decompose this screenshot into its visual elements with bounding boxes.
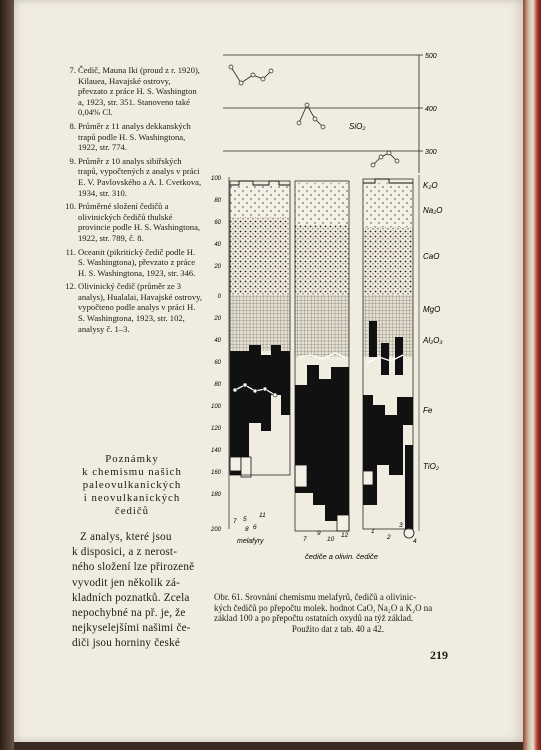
cao-band — [295, 225, 349, 295]
tio2-box — [230, 457, 241, 471]
section-title — [62, 453, 202, 518]
sio2-point — [239, 81, 243, 85]
sample-number: 6 — [253, 524, 257, 531]
percent-axis — [210, 176, 229, 533]
sample-number: 4 — [413, 538, 417, 545]
k2o-band — [295, 183, 349, 195]
reference-item — [62, 201, 202, 243]
figure-caption — [214, 592, 462, 634]
percent-tick: 0 — [217, 294, 221, 300]
sample-number: 10 — [327, 536, 335, 543]
na2o-band — [363, 193, 413, 227]
sample-number: 1 — [371, 528, 375, 535]
reference-item — [62, 281, 202, 334]
body-line: vyvodit jen několik zá- — [72, 576, 181, 589]
percent-tick: 80 — [214, 382, 221, 388]
al2o3-point — [263, 387, 267, 391]
reference-number: 9. — [69, 155, 76, 166]
sio2-curve-olivin — [373, 153, 397, 165]
reference-number: 8. — [69, 120, 76, 131]
reference-text: Průměr z 10 analys sibiřských trapů, vypočtených z analys v práci E. V. Pavlovského a A. I. Cvetkova, 1934, str. 310. — [78, 155, 202, 198]
label-na2o: Na₂O — [423, 206, 443, 215]
mgo-band — [230, 295, 290, 351]
percent-tick: 80 — [214, 198, 221, 204]
al2o3-point — [273, 393, 277, 397]
label-mgo: MgO — [423, 305, 441, 314]
percent-tick: 60 — [214, 220, 221, 226]
section-title-line: Poznámky — [105, 453, 159, 465]
section-title-line: k chemismu našich — [82, 466, 182, 478]
sio2-point — [387, 151, 391, 155]
na2o-band — [295, 195, 349, 225]
reference-number: 10. — [65, 201, 76, 212]
sio2-label: SiO₂ — [349, 122, 366, 131]
reference-text: Oceanit (pikritický čedič podle H. S. Washingtona), převzato z práce H. S. Washingtona, 1923, str. 346. — [78, 246, 196, 278]
sio2-tick-300: 300 — [425, 149, 437, 156]
page-number: 219 — [430, 648, 448, 662]
reference-text: Čedič, Mauna Iki (proud z r. 1920), Kilauea, Havajské ostrovy, převzato z práce H. S. Washington a, 1923, str. 351. Stanoveno také 0,04% Cl. — [78, 65, 200, 118]
percent-tick: 60 — [214, 360, 221, 366]
percent-tick: 20 — [214, 264, 221, 270]
al2o3-point — [233, 388, 237, 392]
label-fe: Fe — [423, 406, 433, 415]
section-title-line: paleovulkanických — [82, 479, 182, 491]
label-cao: CaO — [423, 252, 440, 261]
label-k2o: K₂O — [423, 181, 438, 190]
column-cedice — [295, 181, 349, 531]
percent-tick: 100 — [210, 176, 221, 182]
percent-tick: 40 — [214, 338, 221, 344]
fe-band-tail — [405, 445, 413, 535]
sio2-point — [321, 125, 325, 129]
cao-band — [363, 227, 413, 295]
body-line: diči jsou horniny české — [72, 637, 181, 650]
section-title-line: čedičů — [114, 505, 150, 517]
tio2-box — [295, 465, 307, 487]
reference-list — [62, 65, 202, 337]
book-edge — [523, 0, 541, 750]
sio2-point — [251, 73, 255, 77]
sio2-point — [305, 103, 309, 107]
reference-item — [62, 65, 202, 118]
sample-number: 7 — [233, 518, 237, 525]
reference-item — [62, 156, 202, 198]
sample-number: 12 — [341, 532, 349, 539]
body-line: kladních poznatků. Zcela — [72, 591, 190, 604]
al2o3-point — [253, 389, 257, 393]
tio2-box — [337, 515, 349, 531]
column-top-edge — [363, 179, 413, 183]
column-olivin — [363, 179, 414, 538]
reference-text: Průměr z 11 analys dekkanských trapů podle H. S. Washingtona, 1922, str. 774. — [78, 120, 191, 153]
sio2-point — [229, 65, 233, 69]
group-label-melafyry: melafyry — [237, 538, 264, 545]
body-line: ného složení lze přirozeně — [72, 561, 195, 574]
sample-number: 2 — [387, 534, 391, 541]
sio2-point — [379, 155, 383, 159]
body-paragraph — [72, 530, 207, 652]
cao-band — [230, 217, 290, 295]
percent-tick: 20 — [214, 316, 221, 322]
sample-number: 11 — [259, 512, 266, 519]
sio2-point — [395, 159, 399, 163]
body-line: k disposici, a z nerost- — [72, 546, 178, 559]
reference-number: 7. — [69, 65, 76, 75]
tio2-box — [363, 471, 373, 485]
percent-tick: 40 — [214, 242, 221, 248]
sio2-point — [269, 69, 273, 73]
sample-number: 9 — [317, 530, 321, 537]
reference-number: 12. — [65, 281, 76, 292]
reference-text: Průměrné složení čedičů a olivinických čedičů thulské provincie podle H. S. Washingtona, 1922, str. 789, č. 8. — [78, 201, 201, 243]
group-label-cedice: čediče a olivin. čediče — [305, 552, 378, 561]
k2o-band — [363, 183, 413, 193]
sample-number: 3 — [399, 522, 403, 529]
column-top-edge — [230, 181, 290, 185]
fe-band — [230, 345, 290, 475]
sio2-tick-400: 400 — [425, 106, 437, 113]
sio2-point — [297, 121, 301, 125]
al2o3-point — [243, 383, 247, 387]
reference-item — [62, 247, 202, 279]
sample-number: 5 — [243, 516, 247, 523]
body-line: Z analys, které jsou — [80, 531, 172, 543]
caption-line: základ 100 a po přepočtu ostatních oxydů na týž základ. — [214, 613, 414, 624]
caption-source: Použito dat z tab. 40 a 42. — [291, 623, 385, 634]
sample-number: 8 — [245, 526, 249, 533]
percent-tick: 120 — [210, 426, 221, 432]
sio2-point — [371, 163, 375, 167]
column-melafyry — [230, 181, 290, 477]
reference-text: Olivinický čedič (průměr ze 3 analys), Hualalai, Havajské ostrovy, vypočteno podle analys v práci H. S. Washingtona, 1923, str. 102, analysy č. 1–3. — [78, 281, 203, 334]
sample-number: 7 — [303, 536, 307, 543]
caption-line: Obr. 61. Srovnání chemismu melafyrů, čedičů a olivinic- — [214, 592, 417, 602]
book-page — [14, 0, 524, 742]
label-tio2: TiO₂ — [423, 462, 439, 471]
book-gutter — [0, 0, 14, 750]
body-line: nejkyselejšími našimi če- — [72, 622, 191, 635]
marker-circle — [404, 528, 414, 538]
section-title-line: i neovulkanických — [83, 492, 181, 504]
chemistry-figure — [209, 45, 454, 580]
reference-item — [62, 121, 202, 153]
sio2-point — [313, 117, 317, 121]
percent-tick: 100 — [210, 404, 221, 410]
k2o-band — [230, 185, 290, 195]
na2o-band — [230, 195, 290, 217]
sio2-point — [261, 77, 265, 81]
caption-line: kých čedičů po přepočtu molek. hodnot CaO, Na₂O a K₂O na — [214, 602, 433, 613]
label-al2o3: Al₂O₃ — [423, 336, 443, 345]
percent-tick: 140 — [210, 448, 221, 454]
sio2-tick-500: 500 — [425, 53, 437, 60]
sio2-panel — [223, 53, 437, 173]
mgo-band — [295, 295, 349, 357]
tio2-box — [241, 457, 251, 477]
percent-tick: 200 — [210, 527, 221, 533]
percent-tick: 160 — [210, 470, 221, 476]
body-line: nepochybné na př. je, že — [72, 607, 186, 620]
fe-band — [295, 365, 349, 521]
reference-number: 11. — [65, 246, 76, 257]
percent-tick: 180 — [210, 492, 221, 498]
